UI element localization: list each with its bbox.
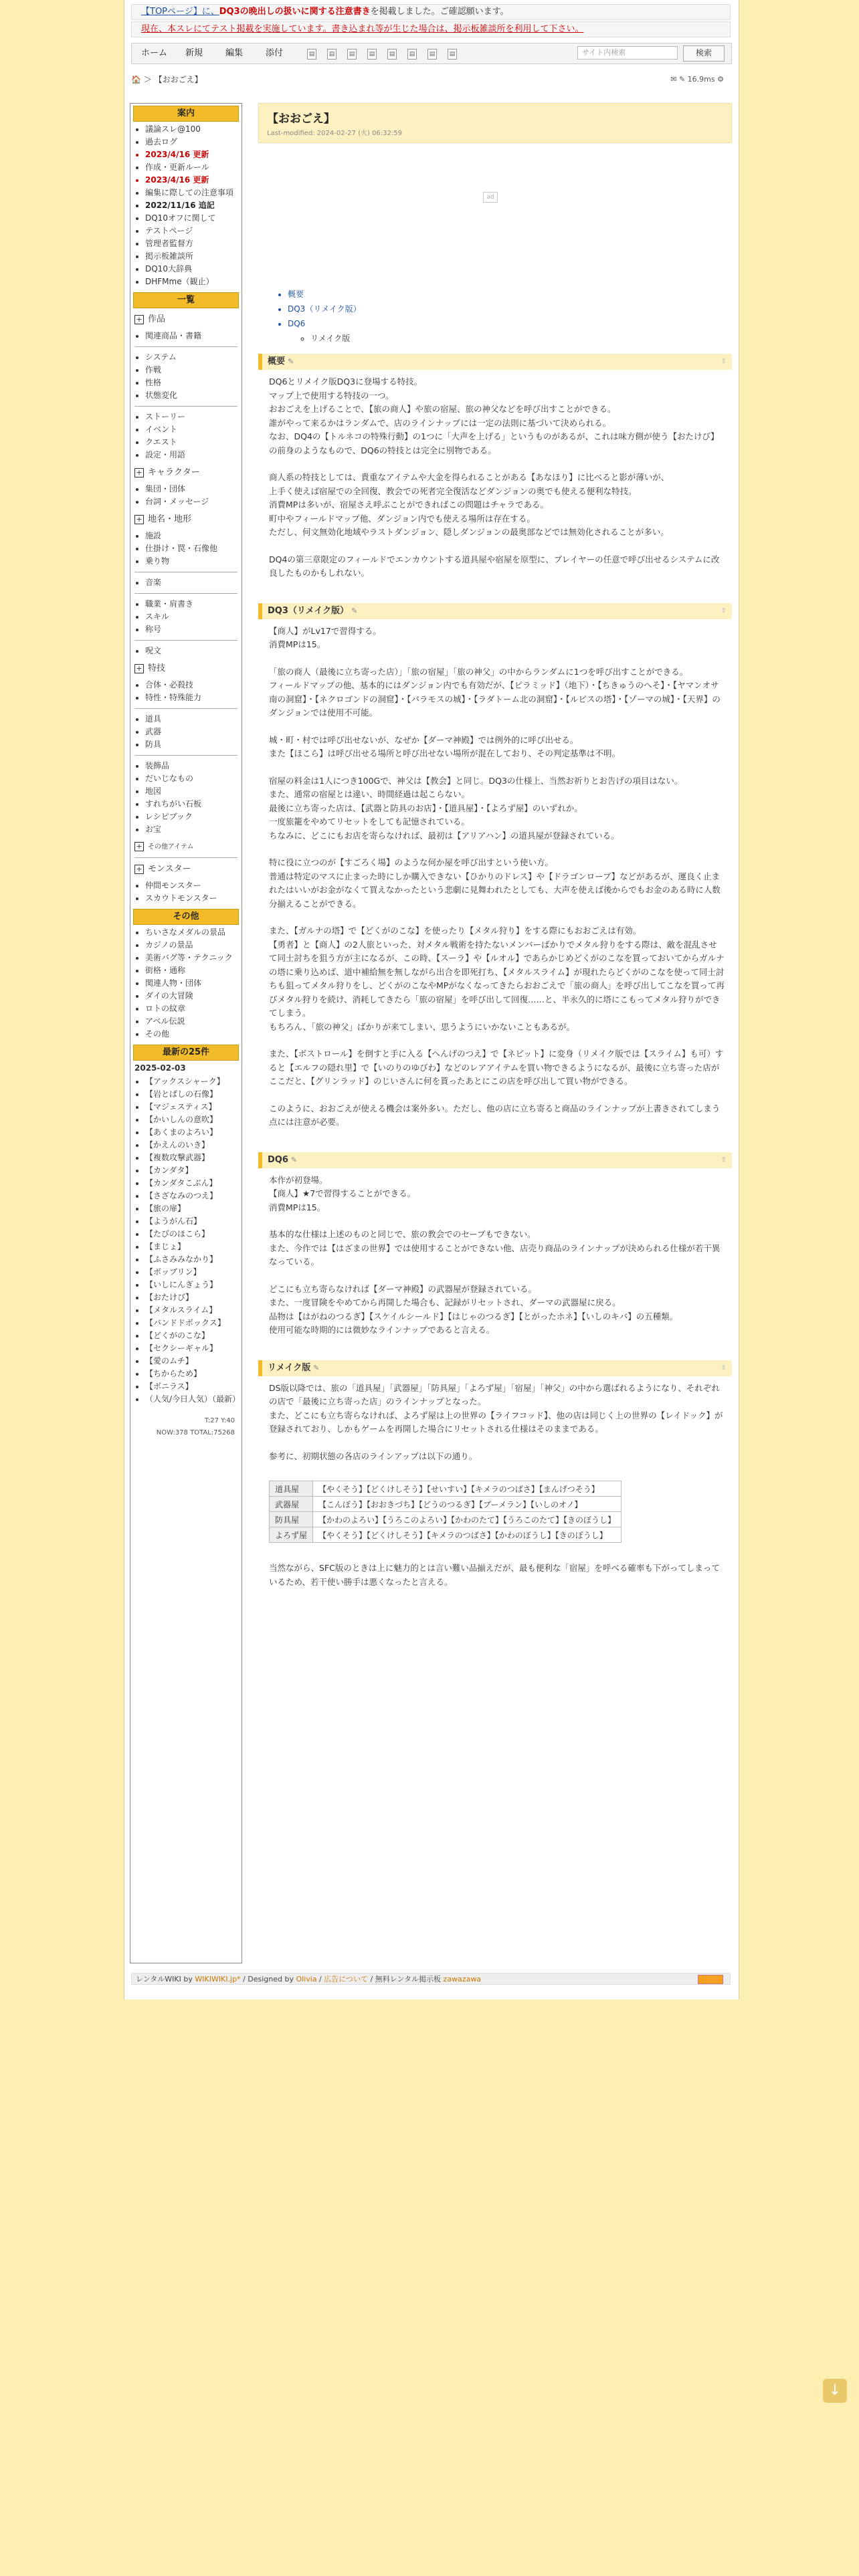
backup-icon[interactable]: ▤	[367, 49, 377, 60]
guide-heading: 案内	[133, 106, 239, 122]
list-item[interactable]: • だいじなもの	[145, 772, 239, 785]
sections	[258, 354, 732, 1590]
table-cell: 道具屋	[270, 1481, 313, 1497]
list-item[interactable]: • 【ボニラス】	[145, 1380, 239, 1393]
recent-icon[interactable]: ▤	[407, 49, 417, 60]
list-item[interactable]: • その他	[145, 1028, 239, 1041]
list-item[interactable]: • 地図	[145, 785, 239, 798]
search-button[interactable]: 検索	[683, 45, 725, 62]
list-item[interactable]: • ロトの紋章	[145, 1002, 239, 1015]
group10-list	[130, 713, 242, 751]
notice-2	[131, 21, 731, 37]
list-item[interactable]: • 【バンドドボックス】	[145, 1317, 239, 1329]
wikiwiki-link[interactable]: WIKIWIKI.jp*	[195, 1975, 241, 1983]
guide-item[interactable]: • 議論スレ@100	[145, 123, 239, 136]
table-row	[270, 1481, 622, 1497]
notice-post: を掲載しました。ご確認願います。	[370, 7, 509, 17]
title-box	[258, 103, 732, 143]
guide-item[interactable]: • 2023/4/16 更新	[145, 148, 239, 161]
group8-list	[130, 645, 242, 657]
footer: レンタルWIKI by WIKIWIKI.jp* / Designed by Olivia / 広告について / 無料レンタル掲示板 zawazawa	[131, 1973, 731, 1985]
edit-pencil-icon[interactable]: ✎	[290, 1155, 298, 1164]
list-item[interactable]: • 【旅の扉】	[145, 1202, 239, 1215]
guide-item[interactable]: • 管理者監督方	[145, 237, 239, 250]
breadcrumb	[131, 71, 731, 88]
list-item[interactable]: • 呪文	[145, 645, 239, 657]
list-item[interactable]: • 【ふさみみなかり】	[145, 1253, 239, 1266]
table-row	[270, 1527, 622, 1543]
list-item[interactable]: • 【おたけび】	[145, 1291, 239, 1304]
paragraph: 当然ながら、SFC版のときは上に魅力的とは言い難い品揃えだが、最も便利な「宿屋」を呼べる確率も下がってしまっているため、若干使い勝手は悪くなったと言える。	[269, 1563, 720, 1587]
table-cell: 【こんぼう】【おおきづち】【どうのつるぎ】【ブーメラン】【いしのオノ】	[313, 1497, 622, 1512]
new-menu[interactable]: 新規	[185, 48, 203, 58]
list-item[interactable]: • 性格	[145, 377, 239, 389]
list-item[interactable]: • DQ3（リメイク版）	[288, 302, 732, 316]
main-content	[258, 103, 732, 1590]
list-item[interactable]: • クエスト	[145, 436, 239, 449]
list-item[interactable]: • 職業・肩書き	[145, 598, 239, 611]
table-cell: 防具屋	[270, 1512, 313, 1527]
group12-list	[130, 879, 242, 905]
new-list	[130, 1075, 242, 1406]
list-heading: 一覧	[133, 292, 239, 308]
list-item[interactable]: • 装飾品	[145, 760, 239, 772]
group9-list	[130, 679, 242, 704]
edit-menu[interactable]: 編集	[225, 48, 244, 58]
zawazawa-link[interactable]: zawazawa	[443, 1975, 482, 1983]
guide-item[interactable]: • DQ10大辞典	[145, 263, 239, 276]
group6-list	[130, 576, 242, 589]
group11-list	[130, 760, 242, 836]
other-heading: その他	[133, 909, 239, 925]
breadcrumb-text: ＞ 【おおごえ】	[143, 75, 203, 84]
paragraph: 特に役に立つのが【すごろく場】のような何か屋を呼び出すという使い方。 普通は特定のマスに止まった時にしか購入できない【ひかりのドレス】や【ドラゴンローブ】などがあるが、運良く止まれたはいいがお金がなくて買えなかったという悲劇に見舞われたとしても、大声を使えば後からでもお金のある時に人数分揃えることができる。	[269, 857, 721, 909]
list-item[interactable]: • 【岩とばしの石像】	[145, 1088, 239, 1101]
list-item[interactable]: • 集団・団体	[145, 483, 239, 496]
group7-list	[130, 598, 242, 636]
sidebar	[130, 103, 242, 1963]
paragraph: どこにも立ち寄らなければ【ダーマ神殿】の武器屋が登録されている。 また、一度冒険をやめてから再開した場合も、記録がリセットされ、ダーマの武器屋に戻る。 品物は【はがねのつるぎ】【スケイルシールド】【はじゃのつるぎ】【とがったホネ】【いしのキバ】の五種類。 使用可能な時期的には微妙なラインナップであると言える。	[269, 1283, 678, 1335]
paragraph: また、【ガルナの塔】で【どくがのこな】を使ったり【メタル狩り】をする際にもおおごえは有効。 【勇者】と【商人】の2人旅といった、対メタル戦術を持たないメンバーばかりでメタル狩りをする際は、敵を混乱させて同士討ちを狙う方が主になるが、この時、【スーラ】や【ルオル】であらかじめどくがのこなを買っておいてからガルナの塔に乗り込めば、道中補給無を無しながら出合を即死打ち、【メタルスライム】が現れたらどくがのこなを使って同士討ちも狙ってメタル狩りをし、どくがのこなやMPがなくなってきたらおおごえで「旅の商人」を呼び出してこなを買って再びメタル狩りを続け、消耗してきたら「旅の宿屋」を呼び出して回復……と、半永久的に塔にこもってメタル狩りができてしまう。 もちろん、「旅の神父」ばかりが来てしまい、思うようにいかないこともあるが。	[269, 926, 725, 1032]
list-item[interactable]: • 関連商品・書籍	[145, 330, 239, 342]
list-item[interactable]: • すれちがい石板	[145, 798, 239, 811]
anchor-icon[interactable]: ⇧	[721, 358, 727, 365]
group3-list	[130, 411, 242, 461]
table-cell: よろず屋	[270, 1527, 313, 1543]
guide-item[interactable]: • 過去ログ	[145, 136, 239, 148]
group1-list	[130, 330, 242, 342]
list-item[interactable]: • スキル	[145, 611, 239, 623]
paragraph: DS版以降では、旅の「道具屋」「武器屋」「防具屋」「よろず屋」「宿屋」「神父」の中から選ばれるようになり、それぞれの店で「最後に立ち寄った店」のラインナップとなった。 また、どこにも立ち寄らなければ、よろず屋は上の世界の【ライフコッド】、他の店は同じく上の世界の【レイドック】が登録されており、しかもゲームを再開した場合にリセットされる仕様はそのままである。	[269, 1382, 723, 1434]
load-time: 16.9ms	[687, 75, 715, 84]
edit-pencil-icon[interactable]: ✎	[288, 357, 294, 366]
toc-sub[interactable]	[258, 331, 732, 346]
table-cell: 武器屋	[270, 1497, 313, 1512]
character-toggle[interactable]: + キャラクター	[134, 467, 237, 479]
list-item[interactable]: • アベル伝説	[145, 1015, 239, 1028]
list-item[interactable]: • システム	[145, 351, 239, 364]
anchor-icon[interactable]: ⇧	[721, 1364, 727, 1372]
paragraph: 商人系の特技としては、貴重なアイテムや大金を得られることがある【あなほり】に比べると影が薄いが、 上手く使えば宿屋での全回復、教会での死者完全復活などダンジョンの奥でも使える便利な特技。 消費MPは多いが、宿屋さえ呼ぶことができればこの問題はチャラである。 町中やフィールドマップ他、ダンジョン内でも使える場所は存在する。 ただし、何文無効化地域やラストダンジョン、隠しダンジョンの最奥部などでは無効化されることが多い。	[269, 472, 670, 537]
list-item[interactable]: • 【たびのほこら】	[145, 1228, 239, 1241]
edit-pencil-icon[interactable]: ✎	[313, 1363, 320, 1372]
attach-menu[interactable]: 添付	[266, 48, 284, 58]
paragraph: DQ4の第三章限定のフィールドでエンカウントする道具屋や宿屋を原型に、プレイヤーの任意で呼び出せるシステムに改良したものかもしれない。	[269, 554, 720, 578]
counter-bottom: NOW:378 TOTAL:75268	[156, 1429, 235, 1436]
toc[interactable]	[258, 287, 732, 331]
paragraph: 【商人】がLv17で習得する。 消費MPは15。	[269, 625, 381, 649]
page-tools	[670, 71, 724, 88]
copy-icon[interactable]: ▤	[327, 49, 337, 60]
section-body	[258, 1376, 732, 1479]
guide-list	[130, 123, 242, 288]
list-item[interactable]: • 【ようがん石】	[145, 1215, 239, 1228]
home-icon[interactable]: 🏠	[131, 75, 141, 84]
help-icon[interactable]: ▤	[427, 49, 437, 60]
ad-icon[interactable]: ad	[483, 192, 498, 203]
table-row	[270, 1497, 622, 1512]
section-body	[258, 619, 732, 1144]
list-item[interactable]: • 【愛のムチ】	[145, 1355, 239, 1368]
notice-test[interactable]: 現在、本スレにてテスト掲載を実施しています。書き込まれ等が生じた場合は、掲示板雑談所を利用して下さい。	[141, 24, 584, 34]
list-item[interactable]: • 武器	[145, 726, 239, 738]
designer-link[interactable]: Olivia	[296, 1975, 317, 1983]
section-heading: 概要 ✎ ⇧	[258, 354, 732, 370]
list-item[interactable]: • 【ボッブリン】	[145, 1266, 239, 1279]
group2-list	[130, 351, 242, 402]
section-body	[258, 1168, 732, 1352]
anchor-icon[interactable]: ⇧	[721, 1156, 727, 1164]
list-item[interactable]: • 作戦	[145, 364, 239, 377]
footer-badge	[698, 1975, 723, 1984]
table-cell: 【やくそう】【どくけしそう】【キメラのつばさ】【かわのぼうし】【きのぼうし】	[313, 1527, 622, 1543]
list-item[interactable]: • 【セクシーギャル】	[145, 1342, 239, 1355]
guide-item[interactable]: • 作成・更新ルール	[145, 161, 239, 174]
other-list	[130, 926, 242, 1041]
top-page-link[interactable]: 【TOPページ】に、	[141, 7, 219, 17]
list-item[interactable]: • 【さざなみのつえ】	[145, 1190, 239, 1202]
list-item[interactable]: • 状態変化	[145, 389, 239, 402]
guide-item[interactable]: • 掲示板雑談所	[145, 250, 239, 263]
list-item[interactable]: • 特性・特殊能力	[145, 691, 239, 704]
paragraph: 参考に、初期状態の各店のラインアップは以下の通り。	[269, 1451, 478, 1461]
home-menu[interactable]: ホーム	[141, 48, 168, 58]
guide-item[interactable]: • DHFMme（観止）	[145, 276, 239, 288]
list-item[interactable]: • 合体・必殺技	[145, 679, 239, 691]
search-input[interactable]: サイト内検索	[577, 46, 678, 60]
page-icon[interactable]: ▤	[307, 49, 316, 60]
table-row	[270, 1512, 622, 1527]
section-heading: DQ3（リメイク版） ✎ ⇧	[258, 603, 732, 619]
paragraph: また、【ボストロール】を倒すと手に入る【へんげのつえ】で【ネビット】に変身（リメイク版では【スライム】も可）すると【エルフの隠れ里】で【いのりのゆびわ】などのレアアイテムを買い物できるようになるが、最後に立ち寄った店がここだと、【グリンラッド】のじいさんに何を貰ったあとにこの店を呼び出して買い物ができる。	[269, 1049, 724, 1086]
works-toggle[interactable]: + 作品	[134, 314, 237, 326]
list-item[interactable]: • 【マジェスティス】	[145, 1101, 239, 1113]
last-modified: Last-modified: 2024-02-27 (火) 06:32:59	[267, 130, 402, 137]
list-item[interactable]: • 施設	[145, 530, 239, 542]
diff-icon[interactable]: ▤	[347, 49, 357, 60]
list-item[interactable]: • 設定・用語	[145, 449, 239, 461]
section-heading: リメイク版 ✎ ⇧	[258, 1360, 732, 1376]
place-toggle[interactable]: + 地名・地形	[134, 514, 237, 526]
section-heading: DQ6 ✎ ⇧	[258, 1152, 732, 1168]
guide-item[interactable]: • テストページ	[145, 225, 239, 237]
list-item[interactable]: ◦ リメイク版	[310, 331, 732, 346]
list-item[interactable]: • ダイの大冒険	[145, 990, 239, 1002]
table-cell: 【かわのよろい】【うろこのよろい】【かわのたて】【うろこのたて】【きのぼうし】	[313, 1512, 622, 1527]
monster-toggle[interactable]: + モンスター	[134, 863, 237, 875]
group4-list	[130, 483, 242, 508]
counter-top: T:27 Y:40	[204, 1417, 235, 1424]
list-item[interactable]: • 【どくがのこな】	[145, 1329, 239, 1342]
list-item[interactable]: • 【メタルスライム】	[145, 1304, 239, 1317]
guide-item[interactable]: • 編集に際しての注意事項	[145, 187, 239, 199]
paragraph: このように、おおごえが使える機会は案外多い。ただし、他の店に立ち寄ると商品のラインナップが上書きされてしまう点には注意が必要。	[269, 1103, 721, 1127]
list-icon[interactable]: ▤	[387, 49, 397, 60]
ads-link[interactable]: 広告について	[324, 1975, 369, 1983]
list-item[interactable]: • イベント	[145, 423, 239, 436]
new-heading: 最新の25件	[133, 1045, 239, 1061]
toolbar	[131, 43, 732, 64]
list-item[interactable]: • 関連人物・団体	[145, 977, 239, 990]
other-items-toggle[interactable]: + その他アイテム	[134, 841, 237, 853]
list-item[interactable]: • 称号	[145, 623, 239, 636]
list-item[interactable]: • スカウトモンスター	[145, 892, 239, 905]
list-item[interactable]: • カジノの景品	[145, 939, 239, 952]
list-item[interactable]: • 仕掛け・罠・石像他	[145, 542, 239, 555]
list-item[interactable]: • 乗り物	[145, 555, 239, 568]
list-item[interactable]: • 【かえんのいき】	[145, 1139, 239, 1152]
rss-icon[interactable]: ▤	[448, 49, 457, 60]
list-item[interactable]: • 【あくまのよろい】	[145, 1126, 239, 1139]
scroll-button[interactable]: ↓	[823, 2379, 847, 2403]
list-item[interactable]: • 道具	[145, 713, 239, 726]
list-item[interactable]: • 【いしにんぎょう】	[145, 1279, 239, 1291]
list-item[interactable]: • 防具	[145, 738, 239, 751]
paragraph: 城・町・村では呼び出せないが、なぜか【ダーマ神殿】では例外的に呼び出せる。 また【ほこら】は呼び出せる場所と呼び出せない場所が混在しており、その判定基準は不明。	[269, 734, 621, 758]
group5-list	[130, 530, 242, 568]
list-item[interactable]: • 仲間モンスター	[145, 879, 239, 892]
table-cell: 【やくそう】【どくけしそう】【せいすい】【キメラのつばさ】【まんげつそう】	[313, 1481, 622, 1497]
edit-pencil-icon[interactable]: ✎	[351, 606, 358, 615]
list-item[interactable]: • 街格・通称	[145, 964, 239, 977]
notice-1	[131, 4, 731, 20]
list-item[interactable]: • 【アックスシャーク】	[145, 1075, 239, 1088]
page-title: 【おおごえ】	[267, 112, 335, 126]
list-item[interactable]: • （人気/今日人気）（最新）	[145, 1393, 239, 1406]
list-item[interactable]: • 【複数攻撃武器】	[145, 1152, 239, 1164]
paragraph: DQ6とリメイク版DQ3に登場する特技。 マップ上で使用する特技の一つ。 おおごえを上げることで、【旅の商人】や旅の宿屋、旅の神父などを呼び出すことができる。 誰がやって来るかはランダムで、店のラインナップには一定の法則に基づいて決められる。 なお、DQ4の【トルネコの特殊行動】の1つに「大声を上げる」というものがあるが、これは味方側が使う【おたけび】の前身のようなもので、DQ6の特技とは完全に別物である。	[269, 377, 719, 455]
list-item[interactable]: • 概要	[288, 287, 732, 302]
list-item[interactable]: • お宝	[145, 823, 239, 836]
shop-table	[269, 1481, 622, 1543]
list-item[interactable]: • 美術バグ等・テクニック	[145, 952, 239, 964]
notice-bold[interactable]: DQ3の晩出しの扱いに関する注意書き	[219, 7, 371, 17]
paragraph: 宿屋の料金は1人につき100Gで、神父は【教会】と同じ。DQ3の仕様上、当然お祈りとお告げの項目はない。 また、通常の宿屋とは違い、時間経過は起こらない。 最後に立ち寄った店は、【武器と防具のお店】・【道具屋】・【よろず屋】のいずれか。 一度旅籠をやめてリセットをしても記憶されている。 ちなみに、どこにもお店を寄らなければ、最初は【アリアハン】の道具屋が登録されている。	[269, 775, 683, 841]
share-icon[interactable]: ✉ ✎	[670, 75, 688, 84]
list-item[interactable]: • レシピブック	[145, 811, 239, 823]
anchor-icon[interactable]: ⇧	[721, 607, 727, 615]
guide-item[interactable]: • DQ10オフに関して	[145, 212, 239, 225]
new-date: 2025-02-03	[134, 1063, 186, 1073]
list-item[interactable]: • DQ6	[288, 316, 732, 331]
list-item[interactable]: • 台詞・メッセージ	[145, 496, 239, 508]
page-wrapper	[124, 0, 739, 2000]
list-item[interactable]: • 【かいしんの意吹】	[145, 1113, 239, 1126]
paragraph: 本作が初登場。 【商人】★7で習得することができる。 消費MPは15。	[269, 1174, 416, 1212]
list-item[interactable]: • 音楽	[145, 576, 239, 589]
list-item[interactable]: • 【ちからため】	[145, 1368, 239, 1380]
list-item[interactable]: • ちいさなメダルの景品	[145, 926, 239, 939]
guide-item[interactable]: • 2023/4/16 更新	[145, 174, 239, 187]
list-item[interactable]: • 【カンダタこぶん】	[145, 1177, 239, 1190]
skill-toggle[interactable]: + 特技	[134, 663, 237, 675]
paragraph: 基本的な仕様は上述のものと同じで、旅の教会でのセーブもできない。 また、今作では【はざまの世界】では使用することができない他、店売り商品のラインナップが決められる仕様が若干異なっている。	[269, 1229, 721, 1267]
gear-icon[interactable]: ⚙	[717, 75, 724, 84]
list-item[interactable]: • ストーリー	[145, 411, 239, 423]
notice-area	[131, 4, 731, 39]
ad-area	[258, 143, 732, 287]
section-body	[258, 370, 732, 595]
paragraph: 「旅の商人（最後に立ち寄った店）」「旅の宿屋」「旅の神父」の中からランダムに1つを呼び出すことができる。 フィールドマップの他、基本的にはダンジョン内でも有効だが、【ピラミッド】（地下）・【ちきゅうのへそ】・【ヤマンオサ南の洞窟】・【ネクロゴンドの洞窟】・【バラモスの城】・【ラダトーム北の洞窟】・【ルビスの塔】・【ゾーマの城】・【天界】のダンジョンでは使用不可能。	[269, 666, 721, 718]
list-item[interactable]: • 【カンダタ】	[145, 1164, 239, 1177]
guide-item[interactable]: • 2022/11/16 追記	[145, 199, 239, 212]
list-item[interactable]: • 【まじょ】	[145, 1241, 239, 1253]
